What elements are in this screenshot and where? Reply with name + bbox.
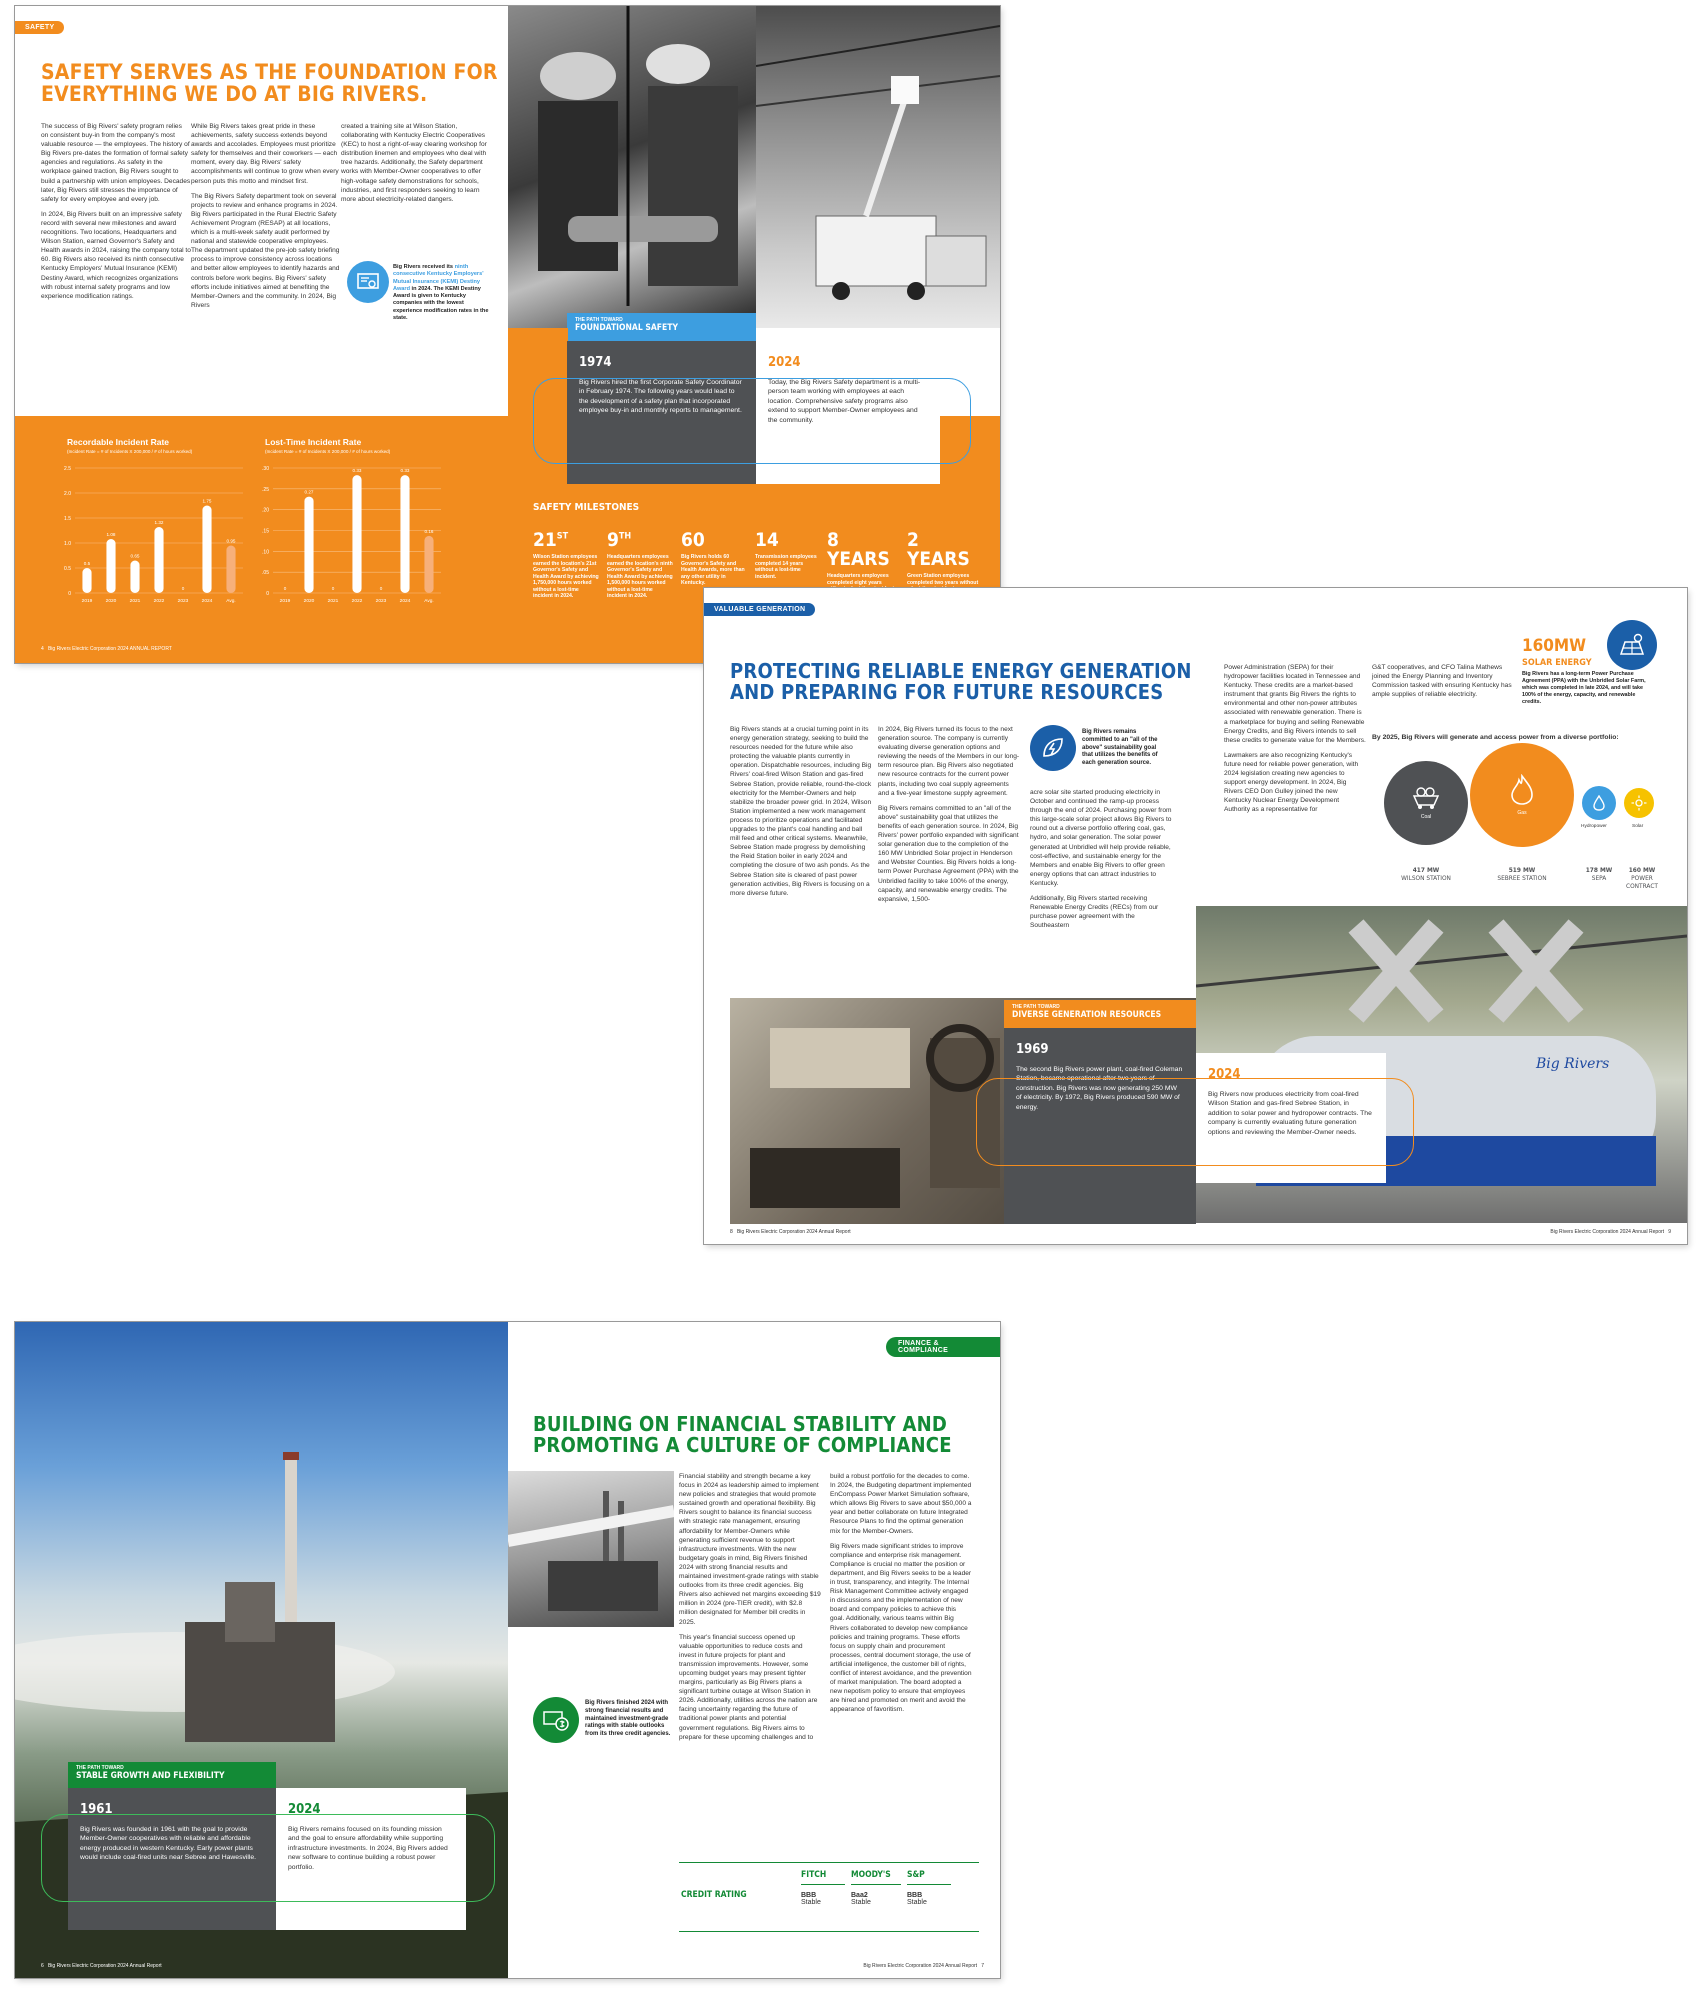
finance-callout-icon (533, 1697, 579, 1743)
portfolio-coal-mw: 417 MW WILSON STATION (1401, 866, 1451, 882)
y-tick-label: .30 (262, 466, 269, 472)
portfolio-solar-mw: 160 MW POWER CONTRACT (1626, 866, 1658, 890)
y-tick-label: 2.0 (64, 491, 71, 497)
body-column-2: build a robust portfolio for the decades to come. In 2024, the Budgeting department implemented EnCompass Power Market Simulation software, which allows Big Rivers to save about $50,000 a year and better collaborate on future Integrated Resource Plans to find the optimal generation mix for the Member-Owners. Big Rivers made significant strides to improve compliance and enterprise risk management. Compliance is crucial no matter the position or department, and Big Rivers seeks to be a leader in trust, transparency, and integrity. The Internal Risk Management Committee actively engaged in discussions and the implementation of new board and company policies to achieve this goal. Additionally, various teams within Big Rivers collaborated to develop new compliance policies and training programs. These efforts focus on supply chain and procurement processes, central document storage, the use of artificial intelligence, the customer bill of rights, conflict of interest avoidance, and the prevention of market manipulation. The board adopted a new nepotism policy to ensure that employees are hired and promoted on merit and avoid the appearance of favoritism. (830, 1473, 972, 1714)
agency-moodys: MOODY'S Baa2 Stable (851, 1870, 901, 1906)
path-banner: THE PATH TOWARD FOUNDATIONAL SAFETY (567, 313, 756, 341)
chart-1-subtitle: (Incident Rate = # of Incidents X 200,000 / # of hours worked) (67, 449, 193, 454)
y-tick-label: .15 (262, 528, 269, 535)
x-tick-label: 2022 (351, 599, 363, 604)
chart-1-title: Recordable Incident Rate (67, 437, 170, 447)
chart-2-title: Lost-Time Incident Rate (265, 437, 362, 447)
data-label: 1.08 (106, 532, 116, 537)
y-tick-label: .10 (262, 549, 269, 556)
page-title: SAFETY SERVES AS THE FOUNDATION FOR EVERYTHING WE DO AT BIG RIVERS. (41, 60, 498, 107)
x-tick-label: 2024 (399, 599, 411, 604)
data-label: 0.5 (83, 561, 91, 566)
portfolio-title: By 2025, Big Rivers will generate and access power from a diverse portfolio: (1372, 734, 1619, 741)
x-tick-label: Avg. (424, 599, 434, 604)
page-title: PROTECTING RELIABLE ENERGY GENERATION AND PREPARING FOR FUTURE RESOURCES (730, 659, 1192, 704)
body-column-2: In 2024, Big Rivers turned its focus to the next generation source. The company is currently evaluating diverse generation options and reviewing the needs of the Members in our long-term resource plan. Big Rivers also negotiated new resource contracts for the current power plants, including two coal supply agreements and a five-year limestone supply agreement. Big Rivers remains committed to an "all of the above" sustainability goal that utilizes the benefits of each generation source. In 2024, Big Rivers' power portfolio expanded with significant solar generation due to the completion of the 160 MW Unbridled Solar project in Henderson and Webster Counties. Big Rivers holds a long-term Power Purchase Agreement (PPA) with the Unbridled facility to take 100% of the energy, capacity, and renewable energy credits. The expansive, 1,500- (878, 726, 1020, 903)
lost-time-incident-chart (253, 456, 443, 626)
award-callout-text: Big Rivers received its ninth consecutive Kentucky Employers' Mutual Insurance (KEMI) Destiny Award in 2024. The KEMI Destiny Award is given to Kentucky companies with the lowest experience modification rates in the state. (393, 264, 489, 321)
bar-2019 (82, 568, 91, 593)
bucket-trucks-photo (756, 6, 1000, 328)
body-column-4: Power Administration (SEPA) for their hydropower facilities located in Tennessee and Kentucky. These credits are a market-based instrument that grants Big Rivers the rights to environmental and other non-power attributes associated with renewable generation. There is a marketplace for buying and selling Renewable Energy Credits, and Big Rivers intends to sell these credits to generate value for the Members. Lawmakers are also recognizing Kentucky's future need for reliable power generation, with 2024 legislation creating new agencies to support energy development. In 2024, Big Rivers CEO Don Gulley joined the new Kentucky Nuclear Energy Development Authority as a representative for (1224, 664, 1366, 814)
milestones-title: SAFETY MILESTONES (533, 502, 640, 513)
data-label: 1.75 (202, 498, 212, 504)
footer: 4 Big Rivers Electric Corporation 2024 ANNUAL REPORT (41, 646, 172, 652)
data-label: 0.65 (130, 553, 140, 559)
timeline-2024: 2024 Big Rivers now produces electricity from coal-fired Wilson Station and gas-fired Sebree Station, in addition to solar power and hydropower contracts. The company is currently evaluating future generation options and reviewing the Member-Owner needs. (1196, 1053, 1386, 1183)
chart-2-subtitle: (Incident Rate = # of Incidents X 200,000 / # of hours worked) (265, 449, 391, 454)
y-tick-label: 0 (68, 591, 71, 597)
path-banner: THE PATH TOWARD DIVERSE GENERATION RESOURCES (1004, 1000, 1196, 1028)
body-column-2: While Big Rivers takes great pride in these achievements, safety success extends beyond awards and accolades. Employees must prioritize safety for themselves and their coworkers — each moment, every day. Big Rivers' safety accomplishments will continue to grow when every person puts this motto and mindset first. The Big Rivers Safety department took on several projects to review and enhance programs in 2024. Big Rivers participated in the Rural Electric Safety Achievement Program (RESAP) at all locations, which is a multi-week safety audit performed by national and statewide cooperative employees. The department updated the pre-job safety briefing process to improve consistency across locations and better allow employees to identify hazards and controls before work begins. Big Rivers' safety efforts include initiatives aimed at benefiting the Member-Owners and the community. In 2024, Big Rivers (191, 123, 340, 309)
timeline-1974: 1974 Big Rivers hired the first Corporate Safety Coordinator in February 1974. The following years would lead to the development of a safety plan that incorporated employee buy-in and monthly reports to management. (567, 341, 756, 484)
y-tick-label: .05 (262, 570, 269, 577)
generation-spread (704, 588, 1687, 1244)
x-tick-label: 2021 (327, 599, 339, 604)
y-tick-label: .25 (262, 486, 269, 493)
water-drop-icon (1591, 795, 1607, 811)
sustainability-callout-icon (1030, 725, 1076, 771)
bar-2021 (130, 561, 139, 594)
solar-portfolio-label: Solar (1632, 824, 1644, 829)
footer-right: Big Rivers Electric Corporation 2024 Annual Report 7 (863, 1963, 984, 1969)
milestone-1: 21ST Wilson Station employees earned the location's 21st Governor's Safety and Health Award by achieving 1,750,000 hours worked without a lost-time incident in 2024. (533, 529, 599, 599)
timeline-outline (41, 1814, 495, 1902)
solar-bubble (1624, 788, 1654, 818)
milestone-3: 60 Big Rivers holds 60 Governor's Safety and Health Awards, more than any other utility in Kentucky. (681, 529, 745, 586)
page-title: BUILDING ON FINANCIAL STABILITY AND PROMOTING A CULTURE OF COMPLIANCE (533, 1412, 952, 1457)
footer-left: 6 Big Rivers Electric Corporation 2024 Annual Report (41, 1963, 162, 1969)
flame-icon (1508, 774, 1536, 806)
solar-big-number: 160MW (1522, 636, 1587, 656)
agency-sp: S&P BBB Stable (907, 1870, 951, 1906)
data-label: 0 (283, 586, 287, 591)
milestone-6: 2 YEARS Green Station employees completed two years without (907, 529, 979, 586)
data-label: 0 (181, 586, 185, 591)
agency-fitch: FITCH BBB Stable (801, 1870, 845, 1906)
bar-2024 (400, 475, 409, 593)
x-tick-label: 2023 (177, 599, 189, 604)
y-tick-label: .20 (262, 507, 269, 514)
milestone-4: 14 Transmission employees completed 14 years without a lost-time incident. (755, 529, 817, 580)
data-label: 0.33 (352, 468, 362, 474)
portfolio-gas-mw: 519 MW SEBREE STATION (1497, 866, 1547, 882)
bar-2024 (202, 506, 211, 594)
body-column-1: Big Rivers stands at a crucial turning point in its energy generation strategy, seeking to build the resources needed for the future while also protecting the valuable plants currently in operation. Dispatchable resources, including Big Rivers' coal-fired Wilson Station and gas-fired Sebree Station, provide reliable, round-the-clock electricity for the Member-Owners and help stabilize the broader power grid. In 2024, Wilson Station implemented a new work management process to prioritize operations and facilitated upgrades to the plant's coal handling and ball mill feed and other critical systems. Meanwhile, Sebree Station made progress by demolishing the Reid Station boiler in early 2024 and completing the closure of two ash ponds. As the Sebree Station site is cleared of past power generation activities, Big Rivers is focusing on a more diverse future. (730, 726, 872, 897)
finance-callout-text: Big Rivers finished 2024 with strong financial results and maintained investment-grade ratings with stable outlooks from its three credit agencies. (585, 1700, 671, 1738)
hydro-bubble (1582, 786, 1616, 820)
data-label: 1.32 (154, 520, 164, 525)
solar-text: Big Rivers has a long-term Power Purchase Agreement (PPA) with the Unbridled Solar Farm, which was completed in late 2024, and will take 100% of the energy, capacity, and renewable credits. (1522, 671, 1646, 706)
x-tick-label: 2024 (201, 599, 213, 604)
milestone-2: 9TH Headquarters employees earned the location's ninth Governor's Safety and Health Award by achieving 1,500,000 hours worked without a lost-time incident in 2024. (607, 529, 673, 599)
coal-bubble: Coal (1384, 761, 1468, 845)
data-label: 0.16 (424, 528, 434, 534)
x-tick-label: 2019 (279, 599, 291, 604)
x-tick-label: 2020 (303, 599, 315, 604)
bar-Avg. (424, 536, 433, 593)
portfolio-hydro-mw: 178 MW SEPA (1585, 866, 1613, 882)
x-tick-label: 2022 (153, 599, 165, 604)
timeline-1961: 1961 Big Rivers was founded in 1961 with the goal to provide Member-Owner cooperatives with reliable and affordable energy produced in western Kentucky. Early power plants would include coal-fired units near Sebree and Hawesville. (68, 1788, 276, 1930)
data-label: 0.27 (304, 489, 314, 495)
body-column-3: created a training site at Wilson Station, collaborating with Kentucky Electric Cooperatives (KEC) to host a right-of-way clearing workshop for distribution linemen and employees who deal with tree hazards. Additionally, the Safety department works with Member-Owner cooperatives to offer high-voltage safety demonstrations for schools, industries, and first responders seeking to learn more about electricity-related dangers. (341, 123, 487, 203)
data-label: 0.95 (226, 538, 236, 544)
historic-plant-illustration (508, 1471, 674, 1627)
recordable-incident-chart (55, 456, 245, 626)
x-tick-label: 2020 (105, 599, 117, 604)
timeline-2024: 2024 Big Rivers remains focused on its founding mission and the goal to ensure affordability while supporting infrastructure investments. In 2024, Big Rivers added new software to continue building a robust power portfolio. (276, 1788, 466, 1930)
section-tag: FINANCE & COMPLIANCE (886, 1337, 1000, 1357)
bar-2020 (106, 539, 115, 593)
leaf-bolt-icon (1039, 734, 1067, 762)
y-tick-label: 2.5 (64, 466, 71, 472)
certificate-icon (356, 270, 380, 294)
x-tick-label: 2023 (375, 599, 387, 604)
hydro-label: Hydropower (1581, 824, 1607, 829)
y-tick-label: 1.0 (64, 541, 71, 547)
timeline-outline (533, 378, 971, 464)
body-column-3: acre solar site started producing electricity in October and continued the ramp-up process through the end of 2024. Purchasing power from this large-scale solar project allows Big Rivers to round out a diverse portfolio offering coal, gas, hydro, and solar generation. The solar power generated at Unbridled will help provide reliable, cost-effective, and sustainable energy for the Members and enable Big Rivers to offer green energy options that can attract industries to Kentucky. Additionally, Big Rivers started receiving Renewable Energy Credits (RECs) from our purchase power agreement with the Southeastern (1030, 789, 1172, 930)
coal-cart-icon (1411, 786, 1441, 810)
bar-2022 (154, 527, 163, 593)
safety-spread (15, 6, 1000, 663)
data-label: 0 (331, 586, 335, 591)
money-icon (542, 1706, 570, 1734)
milestone-5: 8 YEARS Headquarters employees completed eight years (827, 529, 890, 586)
body-column-1: The success of Big Rivers' safety program relies on consistent buy-in from the company's most valuable resource — the employees. The history of Big Rivers pre-dates the formation of formal safety agencies and regulations. As safety in the workplace gained traction, Big Rivers sought to build a partnership with union employees. Decades later, Big Rivers still stresses the importance of safety for every employee and every job. In 2024, Big Rivers built on an impressive safety record with several new milestones and award recognitions. Two locations, Headquarters and Wilson Station, earned Governor's Safety and Health awards in 2024, raising the company total to 60. Big Rivers also received its ninth consecutive Kentucky Employers' Mutual Insurance (KEMI) Destiny Award, which recognizes organizations with robust internal safety programs and low experience modification ratings. (41, 123, 191, 300)
bar-Avg. (226, 546, 235, 594)
body-column-1: Financial stability and strength became a key focus in 2024 as leadership aimed to implement new policies and strategies that would promote sustained growth and operational flexibility. Big Rivers sought to balance its financial success with strategic rate management, ensuring affordability for Member-Owners while generating sufficient revenue to support infrastructure investments. With the new budgetary goals in mind, Big Rivers finished 2024 with strong financial results and maintained investment-grade ratings with stable outlooks from its three credit agencies. Big Rivers also achieved net margins exceeding $19 million in 2024 (pre-TIER credit), with $2.8 million designated for Member bill credits in 2025. This year's financial success opened up valuable opportunities to reduce costs and invest in future projects for plant and transmission improvements. However, some upcoming budget years may present tighter margins, particularly as Big Rivers plans a significant turbine outage at Wilson Station in 2026. Additionally, utilities across the nation are facing uncertainty regarding the future of traditional power plants and potential government regulations. Big Rivers aims to prepare for these upcoming challenges and to (679, 1473, 821, 1741)
finance-spread (15, 1322, 1000, 1978)
workers-photo (508, 6, 756, 328)
solar-label: SOLAR ENERGY (1522, 658, 1592, 668)
timeline-2024: 2024 Today, the Big Rivers Safety department is a multi-person team working with employees at each location. Comprehensive safety programs also extend to support Member-Owner employees and the community. (756, 341, 940, 484)
data-label: 0 (379, 586, 383, 591)
body-column-5: G&T cooperatives, and CFO Talina Mathews joined the Energy Planning and Inventory Commission tasked with ensuring Kentucky has ample supplies of reliable electricity. (1372, 664, 1512, 699)
sustainability-callout-text: Big Rivers remains committed to an "all of the above" sustainability goal that utilizes the benefits of each generation source. (1082, 729, 1158, 767)
y-tick-label: 0.5 (64, 566, 71, 572)
path-banner: THE PATH TOWARD STABLE GROWTH AND FLEXIBILITY (68, 1762, 276, 1788)
section-tag: VALUABLE GENERATION (704, 603, 815, 616)
gas-bubble: Gas (1470, 743, 1574, 847)
trucks-illustration (756, 6, 1000, 328)
workers-illustration (508, 6, 756, 328)
data-label: 0.33 (400, 468, 410, 474)
bar-2022 (352, 475, 361, 593)
y-tick-label: 0 (266, 591, 269, 597)
solar-panel-icon (1607, 620, 1657, 670)
x-tick-label: 2021 (129, 599, 141, 604)
credit-rating-label: CREDIT RATING (681, 1890, 747, 1900)
timeline-outline (976, 1078, 1414, 1166)
bar-2020 (304, 497, 313, 593)
x-tick-label: Avg. (226, 599, 236, 604)
historic-plant-photo (508, 1471, 674, 1627)
timeline-1969: 1969 The second Big Rivers power plant, coal-fired Coleman Station, became operational after two years of construction. Big Rivers was now generating 250 MW of electricity. By 1972, Big Rivers produced 590 MW of energy. (1004, 1028, 1196, 1224)
turbine-logo: Big Rivers (1536, 1056, 1610, 1072)
sun-icon (1631, 795, 1647, 811)
award-callout-icon (347, 261, 389, 303)
y-tick-label: 1.5 (64, 516, 71, 522)
section-tag: SAFETY (15, 21, 64, 34)
footer-left: 8 Big Rivers Electric Corporation 2024 Annual Report (730, 1229, 851, 1235)
x-tick-label: 2019 (81, 599, 93, 604)
footer-right: Big Rivers Electric Corporation 2024 Annual Report 9 (1550, 1229, 1671, 1235)
